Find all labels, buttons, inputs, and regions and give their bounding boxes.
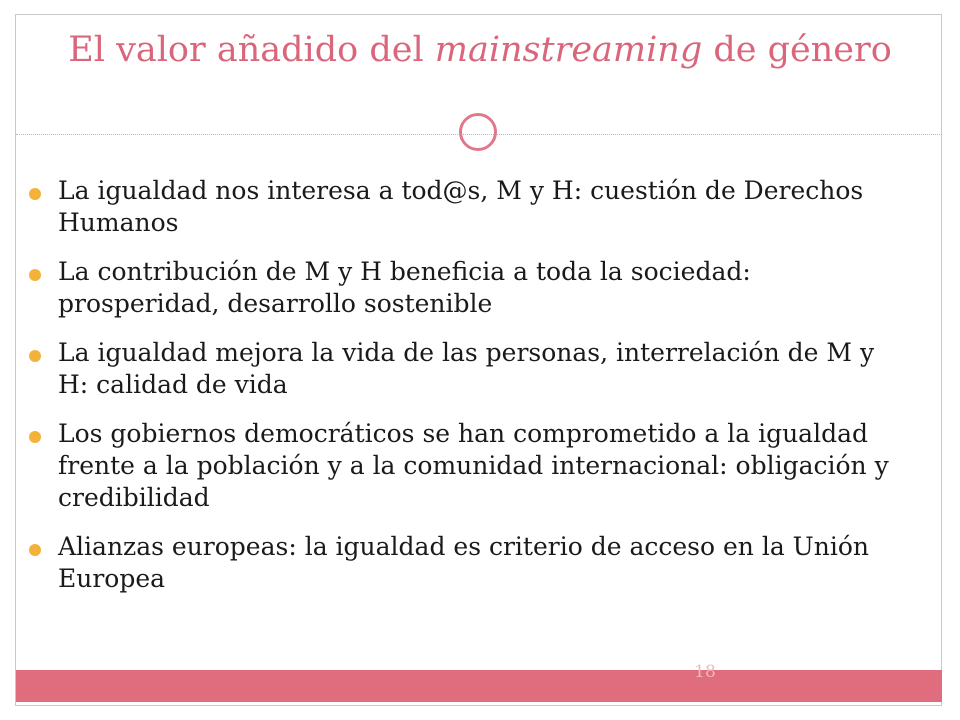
- bullet-text: La contribución de M y H beneficia a toda la sociedad: prosperidad, desarrollo sostenible: [58, 257, 751, 318]
- title-text-italic: mainstreaming: [434, 30, 703, 70]
- bullet-list: [25, 175, 905, 612]
- bullet-item: [25, 418, 905, 514]
- footer-band: [16, 670, 942, 702]
- slide-number: 18: [694, 662, 716, 682]
- bullet-text: Los gobiernos democráticos se han comprometido a la igualdad frente a la población y a la comunidad internacional: obligación y credibilidad: [58, 419, 889, 512]
- bullet-dot-icon: [29, 350, 41, 362]
- bullet-dot-icon: [29, 431, 41, 443]
- bullet-item: [25, 337, 905, 401]
- bullet-item: [25, 531, 905, 595]
- circle-ornament: [459, 113, 497, 151]
- bullet-dot-icon: [29, 269, 41, 281]
- bullet-item: [25, 175, 905, 239]
- bullet-text: La igualdad mejora la vida de las personas, interrelación de M y H: calidad de vida: [58, 338, 875, 399]
- bullet-text: La igualdad nos interesa a tod@s, M y H: cuestión de Derechos Humanos: [58, 176, 864, 237]
- title-text-start: El valor añadido del: [68, 30, 435, 70]
- bullet-dot-icon: [29, 544, 41, 556]
- slide-title: [20, 24, 940, 76]
- bullet-dot-icon: [29, 188, 41, 200]
- bullet-text: Alianzas europeas: la igualdad es criterio de acceso en la Unión Europea: [58, 532, 869, 593]
- bullet-item: [25, 256, 905, 320]
- title-text-end: de género: [702, 30, 892, 70]
